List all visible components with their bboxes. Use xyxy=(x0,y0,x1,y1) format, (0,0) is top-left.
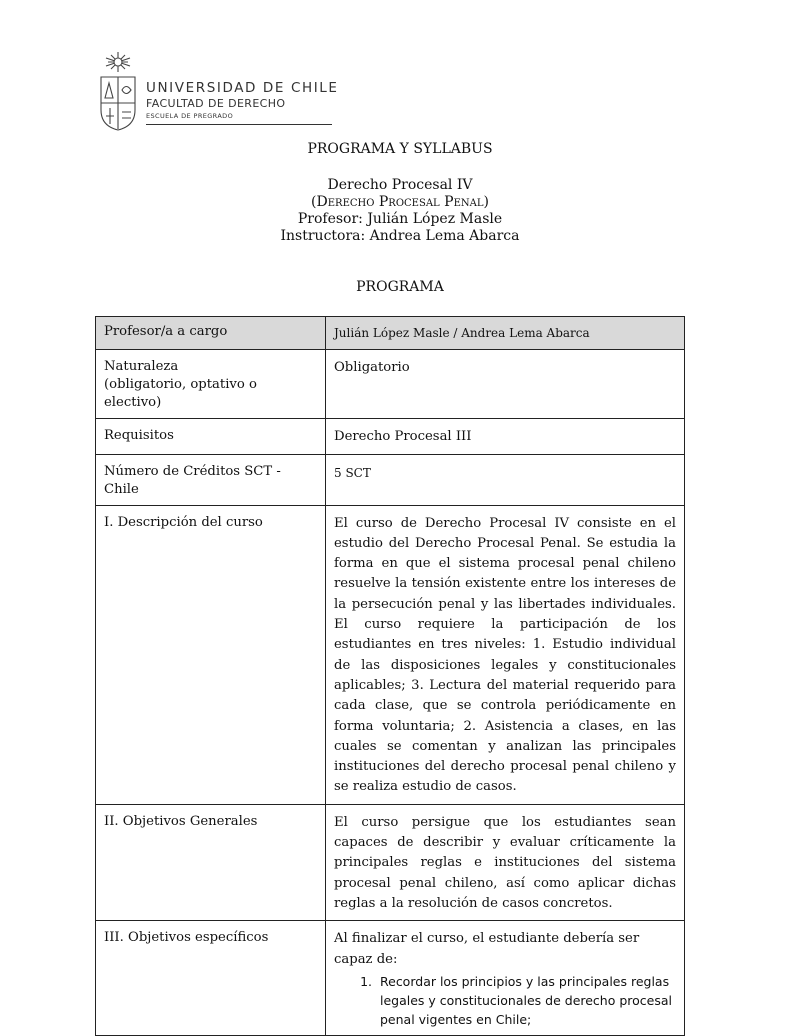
row-value: El curso persigue que los estudiantes sean capaces de describir y evaluar críticamente la principales reglas e instituciones del sistema procesal penal chileno, así como aplicar dichas reglas a la resolución de casos concretos. xyxy=(326,804,685,920)
row-label-cell xyxy=(96,350,326,419)
row-value: Al finalizar el curso, el estudiante debería ser capaz de: xyxy=(334,931,640,967)
objectives-list xyxy=(334,972,676,1029)
professor-line: Profesor: Julián López Masle xyxy=(297,211,503,227)
table-row xyxy=(96,454,685,505)
course-name: Derecho Procesal IV xyxy=(327,177,473,193)
row-label: III. Objetivos específicos xyxy=(96,921,326,1036)
row-label: II. Objetivos Generales xyxy=(96,804,326,920)
program-table xyxy=(95,316,685,1036)
row-label: Requisitos xyxy=(96,419,326,454)
row-value: 5 SCT xyxy=(326,454,685,505)
logo-divider xyxy=(146,124,332,125)
row-label: Naturaleza xyxy=(104,359,179,375)
university-crest-icon xyxy=(98,50,138,132)
school-name: ESCUELA DE PREGRADO xyxy=(146,112,234,120)
table-row xyxy=(96,804,685,920)
row-value-cell xyxy=(326,921,685,1036)
row-label: Número de Créditos SCT - Chile xyxy=(96,454,326,505)
university-name: UNIVERSIDAD DE CHILE xyxy=(146,80,339,96)
university-logo xyxy=(98,50,339,132)
row-value: Obligatorio xyxy=(326,350,685,419)
list-item: 1. Recordar los principios y las principales reglas legales y constitucionales de derecho procesal penal vigentes en Chile; xyxy=(376,972,676,1029)
row-value: Derecho Procesal III xyxy=(326,419,685,454)
course-subtitle: (Derecho Procesal Penal) xyxy=(311,194,489,210)
row-value: Julián López Masle / Andrea Lema Abarca xyxy=(326,317,685,350)
section-heading: PROGRAMA xyxy=(356,279,444,295)
table-row xyxy=(96,350,685,419)
row-value: El curso de Derecho Procesal IV consiste en el estudio del Derecho Procesal Penal. Se estudia la forma en que el sistema procesal penal chileno resuelve la tensión existente entre los intereses de la persecución penal y las libertades individuales. El curso requiere la participación de los estudiantes en tres niveles: 1. Estudio individual de las disposiciones legales y constitucionales aplicables; 3. Lectura del material requerido para cada clase, que se controla periódicamente en forma voluntaria; 2. Asistencia a clases, en las cuales se comentan y analizan las principales instituciones del derecho procesal penal chileno y se realiza estudio de casos. xyxy=(326,505,685,804)
row-label-note: (obligatorio, optativo o electivo) xyxy=(104,377,257,411)
table-row xyxy=(96,419,685,454)
instructor-line: Instructora: Andrea Lema Abarca xyxy=(280,228,520,244)
document-title: PROGRAMA Y SYLLABUS xyxy=(307,141,493,157)
table-row xyxy=(96,317,685,350)
row-label: I. Descripción del curso xyxy=(96,505,326,804)
faculty-name: FACULTAD DE DERECHO xyxy=(146,97,286,110)
table-row xyxy=(96,921,685,1036)
row-label: Profesor/a a cargo xyxy=(96,317,326,350)
table-row xyxy=(96,505,685,804)
